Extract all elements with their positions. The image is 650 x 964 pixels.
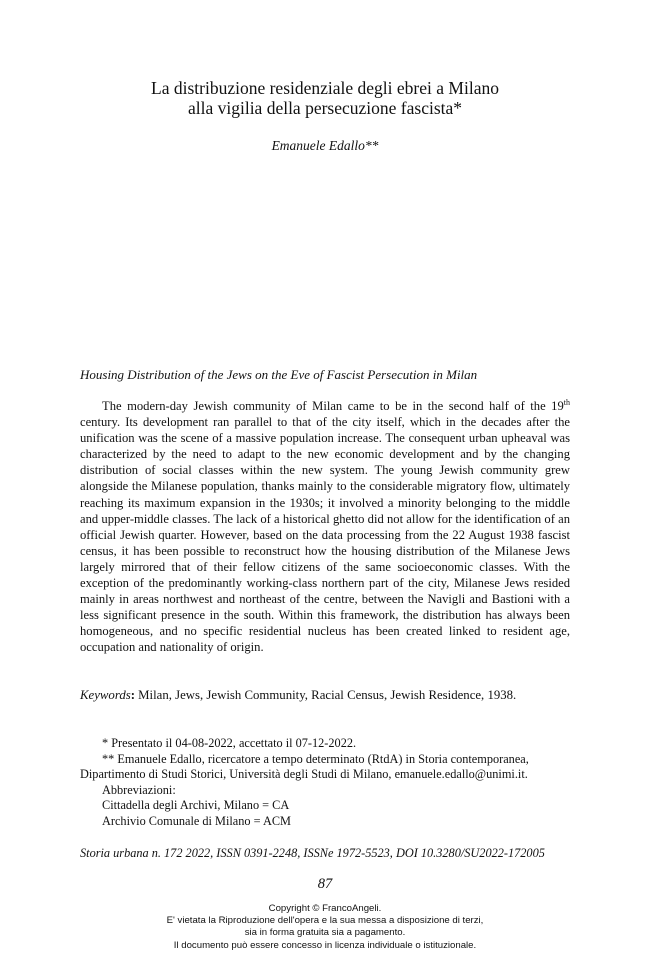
abstract-text-part-2: century. Its development ran parallel to that of the city itself, which in the decades after the unification was the scene of a massive population increase. The consequent urban upheaval was characterized by the need to adapt to the new economic development and by the changing distribution of social classes within the new system. The young Jewish community grew alongside the Milanese population, thanks mainly to the considerable migratory flow, ultimately reaching its maximum expansion in the 1930s; it involved a minority belonging to the middle and upper-middle classes. The lack of a historical ghetto did not allow for the identification of an official Jewish quarter. However, based on the data processing from the 22 August 1938 fascist census, it has been possible to reconstruct how the housing distribution of the Milanese Jews largely mirrored that of their fellow citizens of the same socioeconomic classes. With the exception of the predominantly working-class northern part of the city, Milanese Jews resided mainly in areas northwest and northeast of the centre, between the Navigli and Bastioni with a less significant presence in the south. Within this framework, the distribution has always been homogeneous, and no specific residential nucleus has been created linked to resident age, occupation and nationality of origin. xyxy=(80,415,570,655)
abbreviation-item: Cittadella degli Archivi, Milano = CA xyxy=(102,798,290,813)
footnote-author-affiliation: ** Emanuele Edallo, ricercatore a tempo determinato (RtdA) in Storia contemporanea, Dipartimento di Studi Storici, Università degli Studi di Milano, emanuele.edallo@unimi.it. xyxy=(80,751,529,782)
abstract-text-part-1: The modern-day Jewish community of Milan came to be in the second half of the 19 xyxy=(102,399,564,413)
copyright-line-2: E' vietata la Riproduzione dell'opera e la sua messa a disposizione di terzi, xyxy=(166,915,484,927)
copyright-line-3: sia in forma gratuita sia a pagamento. xyxy=(244,927,406,939)
page-number: 87 xyxy=(317,876,333,892)
abbreviation-item: Archivio Comunale di Milano = ACM xyxy=(102,813,291,828)
article-title-line-2: alla vigilia della persecuzione fascista* xyxy=(187,98,463,118)
keywords xyxy=(80,688,570,703)
ordinal-superscript: th xyxy=(563,397,570,407)
footnote-submission: * Presentato il 04-08-2022, accettato il 07-12-2022. xyxy=(102,736,357,750)
copyright-notice xyxy=(0,903,650,952)
abstract-text xyxy=(80,398,570,656)
article-title-line-1: La distribuzione residenziale degli ebrei a Milano xyxy=(151,78,499,98)
journal-citation: Storia urbana n. 172 2022, ISSN 0391-2248, ISSNe 1972-5523, DOI 10.3280/SU2022-172005 xyxy=(80,846,545,860)
keywords-label: Keywords xyxy=(80,688,131,702)
author-name: Emanuele Edallo** xyxy=(271,138,379,153)
abstract-heading: Housing Distribution of the Jews on the Eve of Fascist Persecution in Milan xyxy=(80,367,478,382)
abbreviations-heading: Abbreviazioni: xyxy=(102,782,176,797)
copyright-line-4: Il documento può essere concesso in licenza individuale o istituzionale. xyxy=(173,939,477,951)
keywords-colon: : xyxy=(130,688,135,702)
keywords-list: Milan, Jews, Jewish Community, Racial Census, Jewish Residence, 1938. xyxy=(134,688,517,702)
copyright-line-1: Copyright © FrancoAngeli. xyxy=(268,903,382,914)
footnotes xyxy=(80,736,575,830)
article-title xyxy=(0,78,650,118)
